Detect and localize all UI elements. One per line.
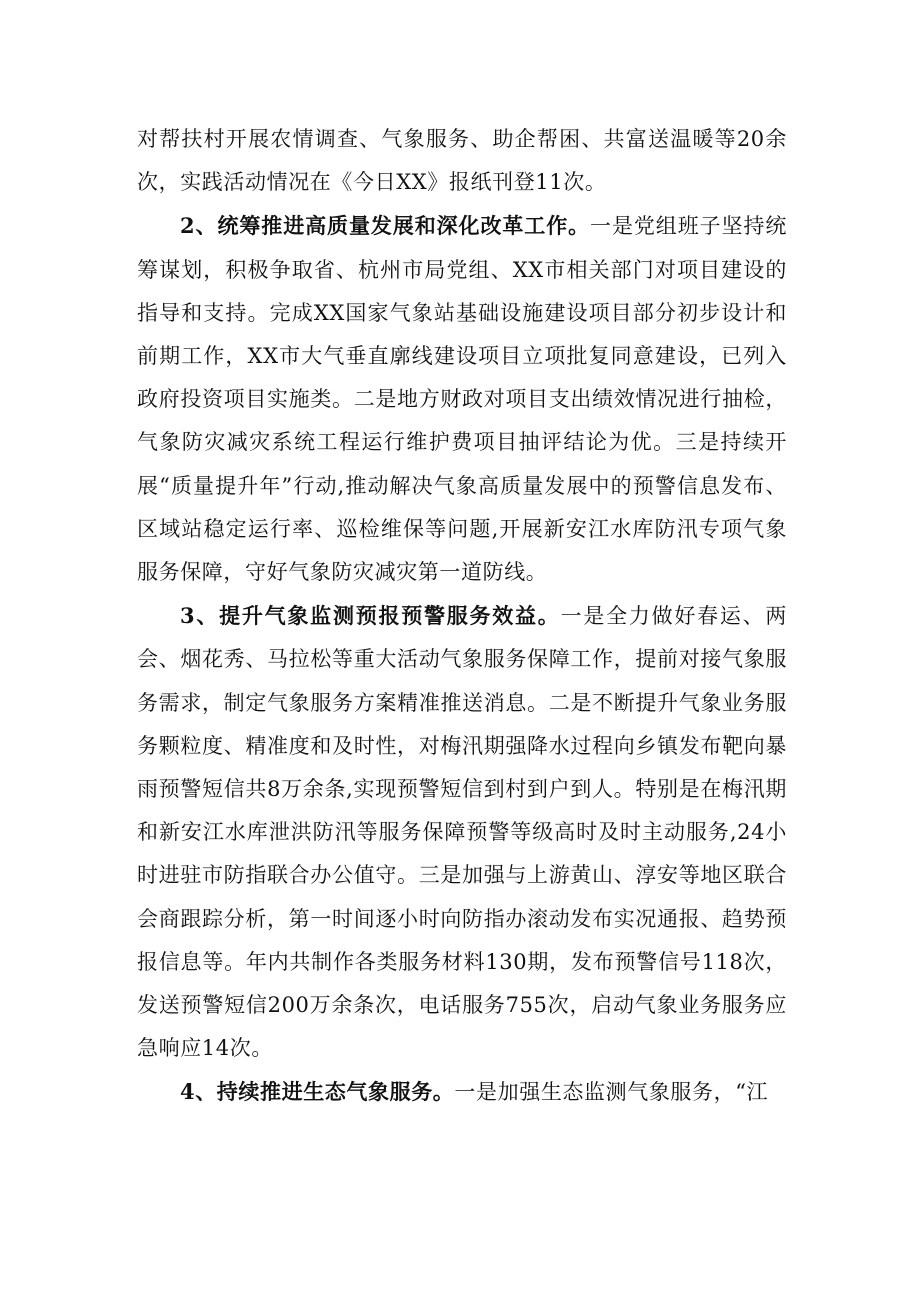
section-heading: 3、提升气象监测预报预警服务效益。 (180, 603, 561, 629)
paragraph-continuation (137, 118, 787, 204)
paragraph-text: 对帮扶村开展农情调查、气象服务、助企帮困、共富送温暖等20余次，实践活动情况在《今日XX》报纸刊登11次。 (137, 127, 787, 195)
paragraph-text: 一是加强生态监测气象服务，“江 (454, 1080, 769, 1105)
section-heading: 4、持续推进生态气象服务。 (180, 1079, 455, 1105)
section-heading: 2、统筹推进高质量发展和深化改革工作。 (180, 213, 591, 239)
paragraph-section-3 (137, 594, 787, 1070)
paragraph-section-4 (137, 1070, 787, 1114)
paragraph-text: 一是党组班子坚持统筹谋划，积极争取省、杭州市局党组、XX市相关部门对项目建设的指导和支持。完成XX国家气象站基础设施建设项目部分初步设计和前期工作，XX市大气垂直廓线建设项目立项批复同意建设，已列入政府投资项目实施类。二是地方财政对项目支出绩效情况进行抽检，气象防灾减灾系统工程运行维护费项目抽评结论为优。三是持续开展“质量提升年”行动,推动解决气象高质量发展中的预警信息发布、区域站稳定运行率、巡检维保等问题,开展新安江水库防汛专项气象服务保障，守好气象防灾减灾第一道防线。 (137, 214, 787, 585)
paragraph-section-2 (137, 204, 787, 594)
paragraph-text: 一是全力做好春运、两会、烟花秀、马拉松等重大活动气象服务保障工作，提前对接气象服务需求，制定气象服务方案精准推送消息。二是不断提升气象业务服务颗粒度、精准度和及时性，对梅汛期强降水过程向乡镇发布靶向暴雨预警短信共8万余条,实现预警短信到村到户到人。特别是在梅汛期和新安江水库泄洪防汛等服务保障预警等级高时及时主动服务,24小时进驻市防指联合办公值守。三是加强与上游黄山、淳安等地区联合会商跟踪分析，第一时间逐小时向防指办滚动发布实况通报、趋势预报信息等。年内共制作各类服务材料130期，发布预警信号118次，发送预警短信200万余条次，电话服务755次，启动气象业务服务应急响应14次。 (137, 604, 788, 1061)
document-body (137, 118, 787, 1115)
